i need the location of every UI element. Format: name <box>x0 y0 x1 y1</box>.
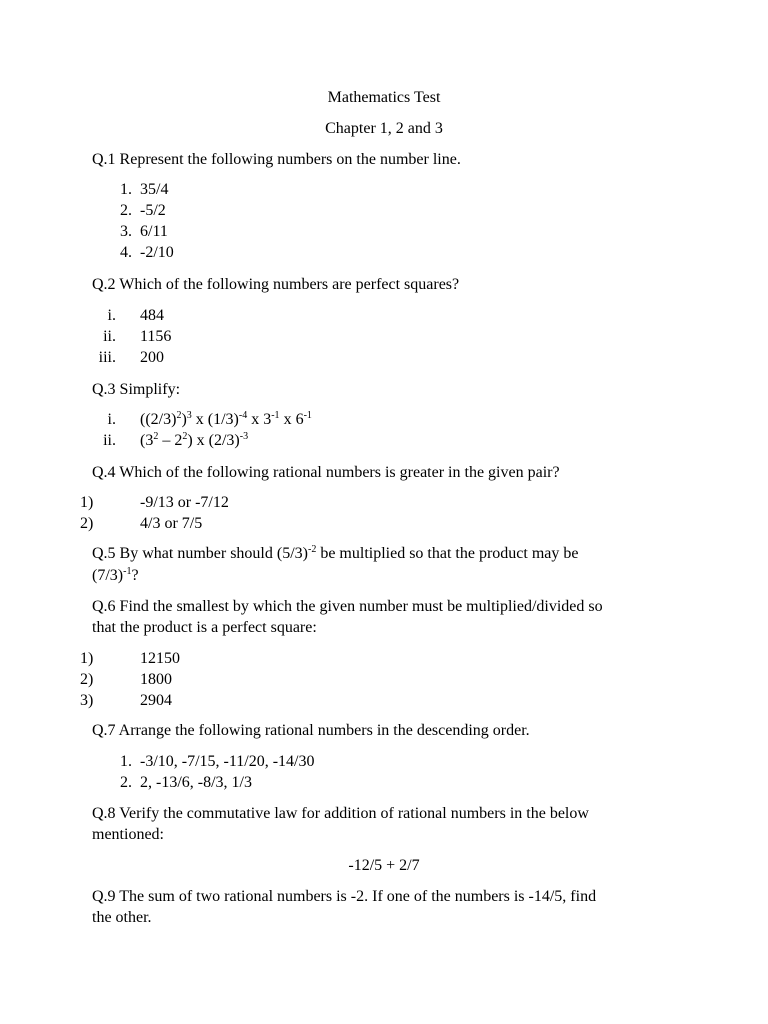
exponent: -4 <box>238 410 248 421</box>
page-subtitle: Chapter 1, 2 and 3 <box>325 120 443 137</box>
list-item: 484 <box>140 307 164 324</box>
question-6-continued: that the product is a perfect square: <box>92 619 317 636</box>
question-6: Q.6 Find the smallest by which the given number must be multiplied/divided so <box>92 598 603 615</box>
expression: -12/5 + 2/7 <box>348 857 420 874</box>
list-number: 4. <box>120 244 132 261</box>
list-item: -9/13 or -7/12 <box>140 494 229 511</box>
list-item: 4/3 or 7/5 <box>140 515 203 532</box>
question-2: Q.2 Which of the following numbers are perfect squares? <box>92 276 460 293</box>
question-4: Q.4 Which of the following rational numbers is greater in the given pair? <box>92 464 560 481</box>
list-item: $(3^2 - 2^2)$ x $(2/3)^{-3}$ <box>140 431 249 449</box>
exponent: -2 <box>307 544 317 555</box>
list-number: 1) <box>80 494 94 511</box>
list-number: 2. <box>120 202 132 219</box>
exponent: 2 <box>176 410 182 421</box>
list-item: 12150 <box>140 650 180 667</box>
list-number: 1) <box>80 650 94 667</box>
list-item: 200 <box>140 349 164 366</box>
list-item: 6/11 <box>140 223 168 240</box>
exponent: -1 <box>303 410 312 421</box>
list-number: 3) <box>80 692 94 709</box>
question-9-continued: the other. <box>92 909 152 926</box>
list-number: i. <box>107 411 116 428</box>
list-item: 2, -13/6, -8/3, 1/3 <box>140 774 252 791</box>
exponent: 2 <box>153 431 159 442</box>
question-9: Q.9 The sum of two rational numbers is -2. If one of the numbers is -14/5, find <box>92 888 597 905</box>
list-number: i. <box>107 307 116 324</box>
exponent: -3 <box>239 431 249 442</box>
question-1: Q.1 Represent the following numbers on the number line. <box>92 151 461 168</box>
list-number: 2) <box>80 671 94 688</box>
question-5-continued: $(7/3)^{-1}$? <box>92 566 139 584</box>
list-item: 1156 <box>140 328 172 345</box>
list-item: -2/10 <box>140 244 174 261</box>
list-number: ii. <box>103 328 116 345</box>
list-item: -3/10, -7/15, -11/20, -14/30 <box>140 753 315 770</box>
list-number: 3. <box>120 223 132 240</box>
exponent: 3 <box>186 410 192 421</box>
list-item: 1800 <box>140 671 172 688</box>
list-item: $((2/3)^2)^3$ x $(1/3)^{-4}$ x $3^{-1}$ x $6^{-1}$ <box>140 410 312 428</box>
list-item: 2904 <box>140 692 172 709</box>
question-8: Q.8 Verify the commutative law for addition of rational numbers in the below <box>92 805 589 822</box>
question-5: Q.5 By what number should $(5/3)^{-2}$ be multiplied so that the product may be <box>92 544 579 562</box>
list-number: ii. <box>103 432 116 449</box>
list-number: 2) <box>80 515 94 532</box>
exponent: -1 <box>123 566 132 577</box>
list-number: 1. <box>120 181 132 198</box>
list-number: 2. <box>120 774 132 791</box>
list-number: iii. <box>98 349 116 366</box>
exponent: -1 <box>271 410 280 421</box>
list-number: 1. <box>120 753 132 770</box>
question-8-continued: mentioned: <box>92 826 164 843</box>
exponent: 2 <box>182 431 188 442</box>
list-item: 35/4 <box>140 181 169 198</box>
list-item: -5/2 <box>140 202 166 219</box>
question-3: Q.3 Simplify: <box>92 381 181 398</box>
page-title: Mathematics Test <box>327 89 441 106</box>
question-7: Q.7 Arrange the following rational numbers in the descending order. <box>92 722 530 739</box>
